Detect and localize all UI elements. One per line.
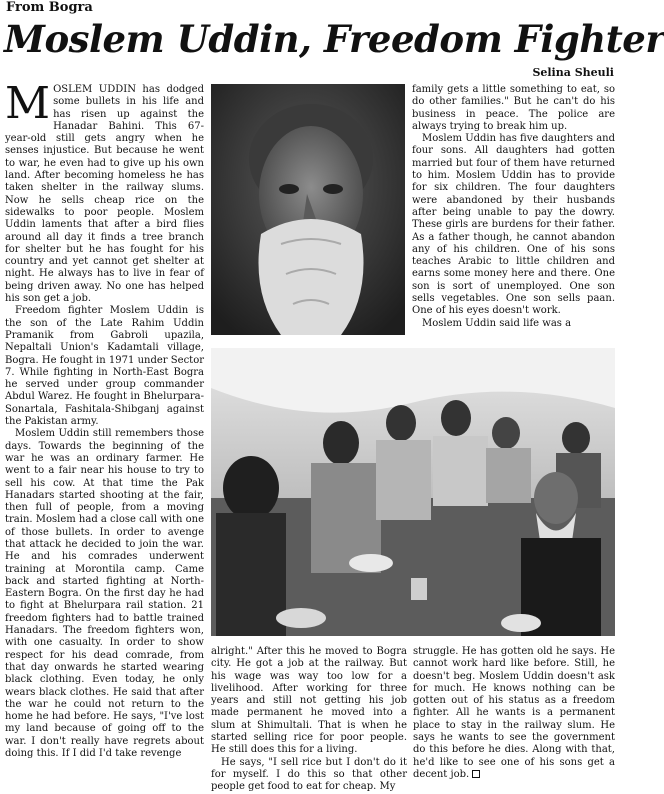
article-column-2 xyxy=(211,646,407,793)
article-paragraph: alright." After this he moved to Bogra city. He got a job at the railway. But his wage was way too low for a livelihood. After working for three years and still not getting his job made permanent he moved into a slum at Shimultali. That is when he started selling rice for poor people. He still does this for a living. xyxy=(211,646,407,756)
article-paragraph: family gets a little something to eat, so do other families." But he can't do his business in peace. The police are always trying to break him up. xyxy=(412,84,615,132)
drop-cap: M xyxy=(5,78,51,129)
article-text: struggle. He has gotten old he says. He cannot work hard like before. Still, he doesn't beg. Moslem Uddin doesn't ask for much. He knows nothing can be gotten out of his status as a freedom fighter. All he wants is a permanent place to stay in the railway slum. He says he wants to see the government do this before he dies. Along with that, he'd like to see one of his sons get a decent job. xyxy=(413,646,615,780)
article-paragraph xyxy=(5,78,204,305)
article-paragraph xyxy=(413,646,615,781)
article-paragraph: Moslem Uddin has five daughters and four sons. All daughters had gotten married but four of them have returned to him. Moslem Uddin has to provide for six children. The four daughters were abandoned by their husbands after being unable to pay the dowry. These girls are burdens for their father. As a father though, he cannot abandon any of his children. One of his sons teaches Arabic to little children and earns some money here and there. One son is sort of unemployed. One son sells vegetables. One son sells paan. One of his eyes doesn't work. xyxy=(412,133,615,317)
byline: Selina Sheuli xyxy=(532,66,614,79)
article-paragraph: Moslem Uddin said life was a xyxy=(422,317,572,329)
section-label: From Bogra xyxy=(6,0,93,15)
group-meal-photo xyxy=(211,348,615,636)
article-paragraph: He says, "I sell rice but I don't do it for myself. I do this so that other people get food to eat for cheap. My xyxy=(211,756,407,793)
headline: Moslem Uddin, Freedom Fighter xyxy=(4,17,664,61)
article-column-3 xyxy=(412,84,615,342)
article-paragraph: Moslem Uddin still remembers those days. Towards the beginning of the war he was an ordinary farmer. He went to a fair near his house to try to sell his cow. At that time the Pak Hanadars started shooting at the fair, then full of people, from a moving train. Moslem had a close call with one of those bullets. In order to avenge that attack he decided to join the war. He and his comrades underwent training at Morontila camp. Came back and started fighting at North-Eastern Bogra. On the first day he had to fight at Bhelurpara rail station. 21 freedom fighters had to battle trained Hanadars. The freedom fighters won, with one casualty. In order to show respect for his dead comrade, from that day onwards he started wearing black clothing. Even today, he only wears black clothes. He said that after the war he could not return to the home he had before. He says, "I've lost my land because of going off to the war. I don't really have regrets about doing this. If I did I'd take revenge xyxy=(5,428,205,760)
end-mark-icon xyxy=(472,770,480,778)
article-paragraph: Freedom fighter Moslem Uddin is the son of the Late Rahim Uddin Pramanik from Gabroli upazila, Nepaltali Union's Kadamtali village, Bogra. He fought in 1971 under Sector 7. While fighting in North-East Bogra he served under group commander Abdul Warez. He fought in Bhelurpara-Sonartala, Fashitala-Shibganj against the Pakistan army. xyxy=(5,305,204,428)
portrait-photo xyxy=(211,84,405,335)
article-column-4 xyxy=(413,646,615,786)
article-column-1 xyxy=(5,78,205,786)
article-text: OSLEM UDDIN has dodged some bullets in his life and has risen up against the Hanadar Bahini. This 67-year-old still gets angry when he senses injustice. But because he went to war, he even had to give up his own land. After becoming homeless he has taken shelter in the railway slums. Now he sells cheap rice on the sidewalks to poor people. Moslem Uddin laments that after a bird flies around all day it finds a tree branch for shelter but he has fought for his country and yet cannot get shelter at night. He always has to live in fear of being driven away. No one has helped his son get a job. xyxy=(5,84,204,305)
